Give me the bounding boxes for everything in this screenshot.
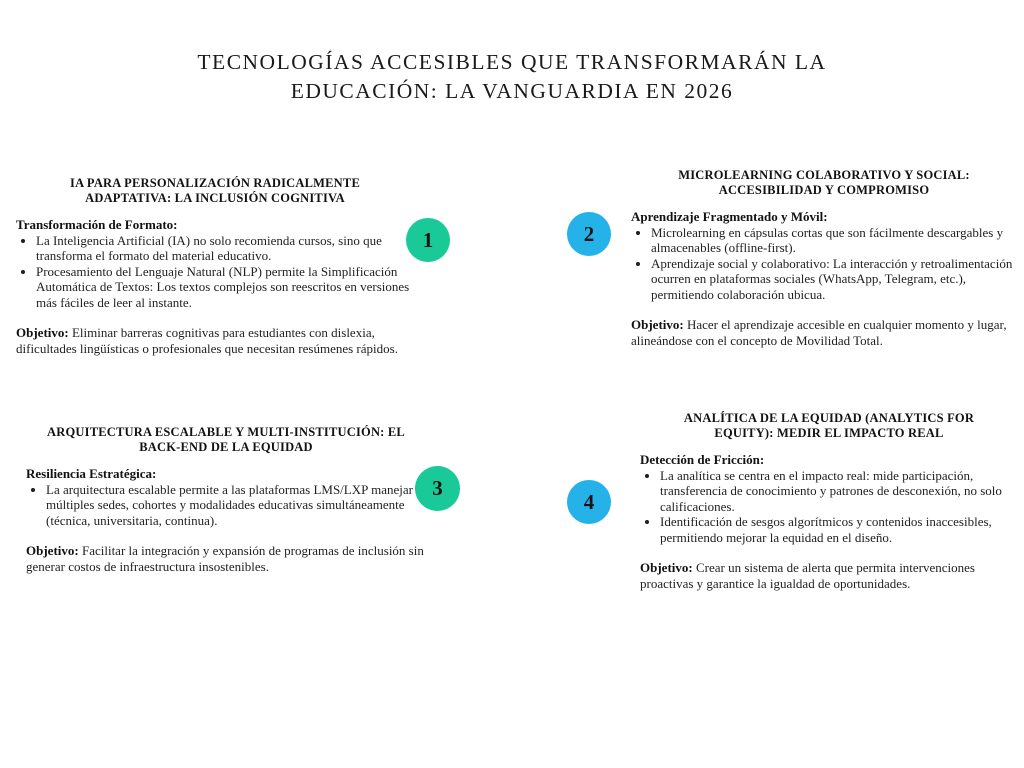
page-title-line-2: EDUCACIÓN: LA VANGUARDIA EN 2026 (290, 79, 734, 103)
section-1-objective (16, 325, 414, 356)
bullet-item: • Identificación de sesgos algorítmicos y contenidos inaccesibles, permitiendo mejorar la equidad en el diseño. (660, 514, 1018, 545)
section-1-heading-line-1: IA PARA PERSONALIZACIÓN RADICALMENTE (70, 176, 360, 190)
section-2-subtitle: Aprendizaje Fragmentado y Móvil: (631, 209, 828, 224)
objective-text: Eliminar barreras cognitivas para estudiantes con dislexia, dificultades lingüísticas o profesionales que necesitan resúmenes rápidos. (16, 325, 398, 356)
section-ia-personalizacion (16, 176, 414, 356)
section-3-heading-line-1: ARQUITECTURA ESCALABLE Y MULTI-INSTITUCIÓN: EL (47, 425, 405, 439)
section-arquitectura-escalable (26, 425, 426, 574)
bullet-item: • La analítica se centra en el impacto real: mide participación, transferencia de conocimiento y patrones de desconexión, no solo calificaciones. (660, 468, 1018, 515)
bullet-item: • Microlearning en cápsulas cortas que son fácilmente descargables y almacenables (offline-first). (651, 225, 1017, 256)
section-2-bullet-list (631, 225, 1017, 303)
section-2-heading-line-1: MICROLEARNING COLABORATIVO Y SOCIAL: (678, 168, 970, 182)
objective-label: Objetivo: (631, 317, 684, 332)
section-1-heading-line-2: ADAPTATIVA: LA INCLUSIÓN COGNITIVA (85, 190, 345, 205)
objective-label: Objetivo: (640, 560, 693, 575)
section-microlearning (631, 168, 1017, 348)
step-number: 3 (432, 476, 443, 500)
step-badge-4 (567, 480, 611, 524)
objective-label: Objetivo: (26, 543, 79, 558)
step-number: 2 (583, 221, 595, 246)
section-4-objective (640, 560, 1018, 591)
step-number: 1 (422, 227, 434, 252)
section-3-heading (26, 425, 426, 454)
step-number: 4 (583, 489, 595, 514)
bullet-item: • Aprendizaje social y colaborativo: La interacción y retroalimentación ocurren en plataformas sociales (WhatsApp, Telegram, etc.), permitiendo colaboración ubicua. (651, 256, 1017, 303)
page-title-line-1: TECNOLOGÍAS ACCESIBLES QUE TRANSFORMARÁN LA (197, 50, 827, 74)
section-3-bullet-list (26, 482, 426, 529)
objective-text: Crear un sistema de alerta que permita intervenciones proactivas y garantice la igualdad de oportunidades. (640, 560, 975, 591)
section-4-subtitle: Detección de Fricción: (640, 452, 765, 467)
section-1-heading (16, 176, 414, 205)
section-4-bullet-list (640, 468, 1018, 546)
section-1-bullet-list (16, 233, 414, 311)
section-2-objective (631, 317, 1017, 348)
section-4-heading (640, 411, 1018, 440)
section-2-heading-line-2: ACCESIBILIDAD Y COMPROMISO (718, 182, 930, 197)
bullet-item: • La arquitectura escalable permite a las plataformas LMS/LXP manejar múltiples sedes, cohortes y modalidades educativas simultáneamente (técnica, universitaria, continua). (46, 482, 426, 529)
section-analitica-equidad (640, 411, 1018, 591)
section-2-heading (631, 168, 1017, 197)
objective-text: Facilitar la integración y expansión de programas de inclusión sin generar costos de infraestructura insostenibles. (26, 543, 424, 574)
section-4-heading-line-1: ANALÍTICA DE LA EQUIDAD (ANALYTICS FOR (683, 411, 975, 425)
section-3-heading-line-2: BACK-END DE LA EQUIDAD (139, 439, 313, 454)
section-3-objective (26, 543, 426, 574)
bullet-item: • Procesamiento del Lenguaje Natural (NLP) permite la Simplificación Automática de Textos: Los textos complejos son reescritos en versiones más fáciles de leer al instante. (36, 264, 414, 311)
section-3-subtitle: Resiliencia Estratégica: (26, 466, 157, 481)
step-badge-1 (406, 218, 450, 262)
objective-text: Hacer el aprendizaje accesible en cualquier momento y lugar, alineándose con el concepto de Movilidad Total. (631, 317, 1007, 348)
page-title (0, 48, 1024, 106)
step-badge-3 (415, 466, 460, 511)
bullet-item: • La Inteligencia Artificial (IA) no solo recomienda cursos, sino que transforma el formato del material educativo. (36, 233, 414, 264)
section-4-heading-line-2: EQUITY): MEDIR EL IMPACTO REAL (714, 425, 944, 440)
section-1-subtitle: Transformación de Formato: (16, 217, 178, 232)
objective-label: Objetivo: (16, 325, 69, 340)
step-badge-2 (567, 212, 611, 256)
